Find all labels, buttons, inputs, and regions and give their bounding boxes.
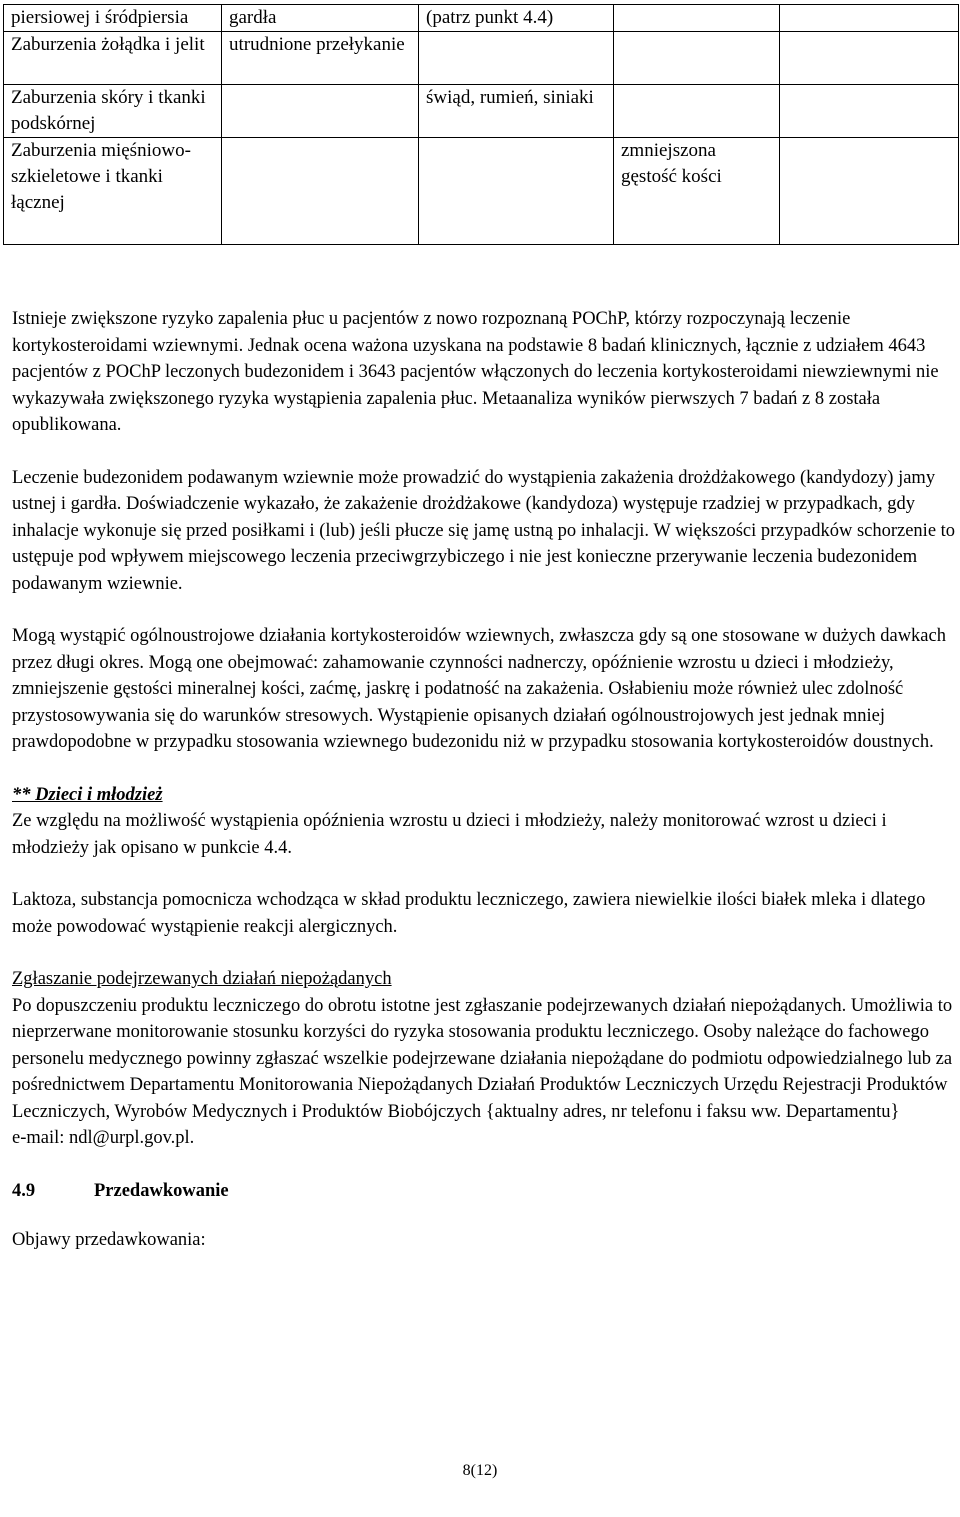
section-number: 4.9: [12, 1180, 36, 1201]
page-number: 8(12): [462, 1462, 498, 1479]
table-cell: [419, 138, 614, 245]
section-subtitle: Objawy przedawkowania:: [12, 1230, 206, 1250]
table-cell: zmniejszona gęstość kości: [614, 138, 780, 245]
table-cell: [780, 32, 959, 85]
table-cell: gardła: [222, 5, 419, 32]
reporting-section: [12, 966, 956, 1152]
paragraph-systemic-effects: Mogą wystąpić ogólnoustrojowe działania kortykosteroidów wziewnych, zwłaszcza gdy są one stosowane w dużych dawkach przez długi okres. Mogą one obejmować: zahamowanie czynności nadnerczy, opóźnienie wzrostu u dzieci i młodzieży, zmniejszenie gęstości mineralnej kości, zaćmę, jaskrę i podatność na zakażenia. Osłabieniu może również ulec zdolność przystosowywania się do warunków stresowych. Wystąpienie opisanych działań ogólnoustrojowych jest jednak mniej prawdopodobne w przypadku stosowania wziewnego budezonidu niż w przypadku stosowania kortykosteroidów doustnych.: [12, 626, 946, 752]
email-text: e-mail: ndl@urpl.gov.pl.: [12, 1128, 195, 1148]
reporting-heading: Zgłaszanie podejrzewanych działań niepożądanych: [12, 969, 392, 989]
children-section: [12, 782, 956, 862]
table-cell: [419, 32, 614, 85]
table-cell: piersiowej i śródpiersia: [4, 5, 222, 32]
table-cell: Zaburzenia żołądka i jelit: [4, 32, 222, 85]
table-cell: utrudnione przełykanie: [222, 32, 419, 85]
children-text: Ze względu na możliwość wystąpienia opóźnienia wzrostu u dzieci i młodzieży, należy monitorować wzrost u dzieci i młodzieży jak opisano w punkcie 4.4.: [12, 811, 887, 858]
document-body: [12, 306, 956, 1280]
section-title: Przedawkowanie: [94, 1180, 229, 1201]
children-heading: ** Dzieci i młodzież: [12, 784, 163, 805]
table-row: [4, 85, 959, 138]
table-cell: [222, 138, 419, 245]
table-cell: [780, 85, 959, 138]
paragraph-pneumonia: Istnieje zwiększone ryzyko zapalenia płuc u pacjentów z nowo rozpoznaną POChP, którzy rozpoczynają leczenie kortykosteroidami wziewnymi. Jednak ocena ważona uzyskana na podstawie 8 badań klinicznych, łącznie z udziałem 4643 pacjentów z POChP leczonych budezonidem i 3643 pacjentów włączonych do leczenia kortykosteroidami niewziewnymi nie wykazywała zwiększonego ryzyka wystąpienia zapalenia płuc. Metaanaliza wyników pierwszych 7 badań z 8 została opublikowana.: [12, 309, 939, 435]
section-heading: [12, 1178, 956, 1205]
table-row: [4, 138, 959, 245]
table-cell: (patrz punkt 4.4): [419, 5, 614, 32]
table-cell: [614, 85, 780, 138]
table-cell: Zaburzenia mięśniowo-szkieletowe i tkanki łącznej: [4, 138, 222, 245]
table-cell: [614, 5, 780, 32]
reporting-text: Po dopuszczeniu produktu leczniczego do obrotu istotne jest zgłaszanie podejrzewanych działań niepożądanych. Umożliwia to nieprzerwane monitorowanie stosunku korzyści do ryzyka stosowania produktu leczniczego. Osoby należące do fachowego personelu medycznego powinny zgłaszać wszelkie podejrzewane działania niepożądane do podmiotu odpowiedzialnego lub za pośrednictwem Departamentu Monitorowania Niepożądanych Działań Produktów Leczniczych Urzędu Rejestracji Produktów Leczniczych, Wyrobów Medycznych i Produktów Biobójczych {aktualny adres, nr telefonu i faksu ww. Departamentu}: [12, 995, 953, 1122]
table-cell: [222, 85, 419, 138]
paragraph-lactose: Laktoza, substancja pomocnicza wchodząca w skład produktu leczniczego, zawiera niewielkie ilości białek mleka i dlatego może powodować wystąpienie reakcji alergicznych.: [12, 890, 926, 937]
table-cell: [614, 32, 780, 85]
side-effects-table: [3, 4, 959, 245]
table-cell: [780, 138, 959, 245]
paragraph-candida: Leczenie budezonidem podawanym wziewnie może prowadzić do wystąpienia zakażenia drożdżakowego (kandydozy) jamy ustnej i gardła. Doświadczenie wykazało, że zakażenie drożdżakowe (kandydoza) występuje rzadziej w przypadkach, gdy inhalacje wykonuje się przed posiłkami i (lub) jeśli płucze się jamę ustną po inhalacji. W większości przypadków schorzenie to ustępuje pod wpływem miejscowego leczenia przeciwgrzybiczego i nie jest konieczne przerywanie leczenia budezonidem podawanym wziewnie.: [12, 467, 956, 594]
table-cell: świąd, rumień, siniaki: [419, 85, 614, 138]
table-row: [4, 32, 959, 85]
table-row: [4, 5, 959, 32]
table-cell: [780, 5, 959, 32]
table-cell: Zaburzenia skóry i tkanki podskórnej: [4, 85, 222, 138]
